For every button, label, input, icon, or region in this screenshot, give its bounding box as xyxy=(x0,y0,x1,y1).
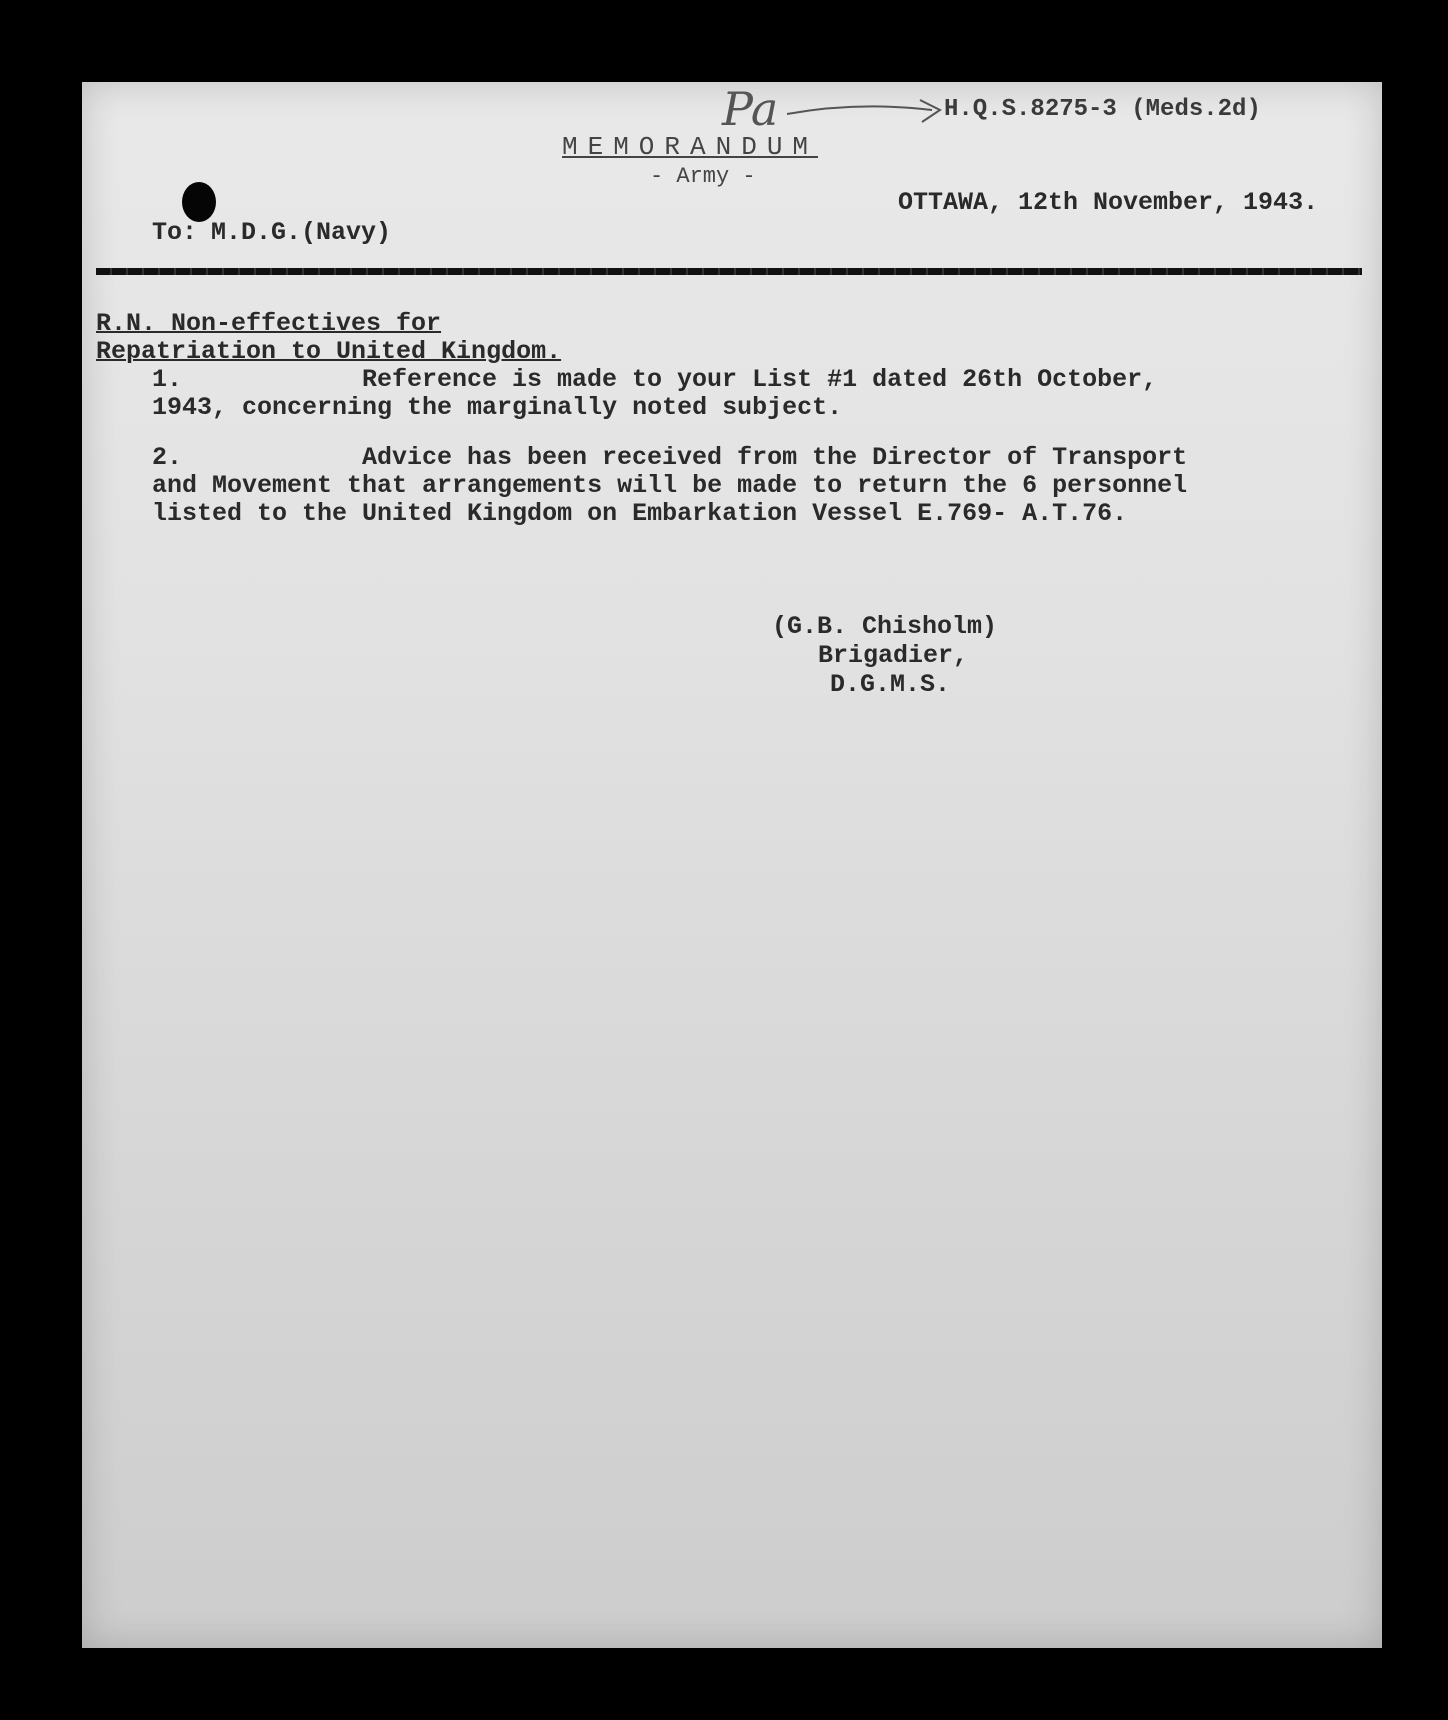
subject-block xyxy=(96,310,561,366)
to-value: M.D.G.(Navy) xyxy=(211,218,392,247)
signature-rank: Brigadier, xyxy=(818,641,969,670)
signature-name: (G.B. Chisholm) xyxy=(772,612,998,641)
memo-page xyxy=(82,82,1382,1648)
subject-line-2: Repatriation to United Kingdom. xyxy=(96,337,562,366)
file-reference: H.Q.S.8275-3 (Meds.2d) xyxy=(944,96,1261,123)
paragraph-number: 2. xyxy=(152,443,183,472)
paragraph-1 xyxy=(152,366,1157,422)
paragraph-2 xyxy=(152,444,1187,528)
paragraph-text: and Movement that arrangements will be made to return the 6 personnel xyxy=(152,471,1188,500)
subject-line-1: R.N. Non-effectives for xyxy=(96,309,442,338)
paragraph-text: 1943, concerning the marginally noted subject. xyxy=(152,393,843,422)
to-label: To: xyxy=(152,218,198,247)
signature-block xyxy=(772,612,997,699)
paragraph-text: listed to the United Kingdom on Embarkation Vessel E.769- A.T.76. xyxy=(152,499,1128,528)
paragraph-text: Advice has been received from the Director of Transport xyxy=(362,443,1188,472)
paragraph-text: Reference is made to your List #1 dated 26th October, xyxy=(362,365,1158,394)
handwritten-arrow-icon xyxy=(782,92,952,132)
punch-hole-icon xyxy=(182,182,216,222)
handwritten-mark: Pa xyxy=(722,82,779,136)
signature-title: D.G.M.S. xyxy=(830,670,951,699)
paragraph-number: 1. xyxy=(152,365,183,394)
place-date: OTTAWA, 12th November, 1943. xyxy=(898,188,1319,217)
recipient-line xyxy=(152,218,391,247)
memo-title: MEMORANDUM xyxy=(562,132,819,162)
memo-subtitle: - Army - xyxy=(650,164,756,189)
header-rule xyxy=(96,268,1362,275)
